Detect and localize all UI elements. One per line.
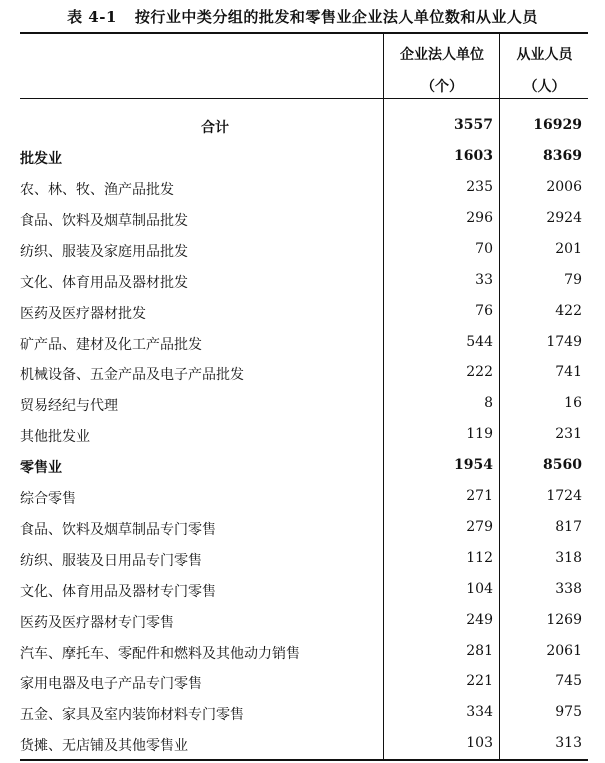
total-row — [20, 110, 588, 141]
row-units: 296 — [466, 209, 493, 226]
row-label: 家用电器及电子产品专门零售 — [20, 676, 202, 693]
header-units — [385, 34, 499, 98]
row-employees: 79 — [564, 271, 582, 288]
row-employees: 16 — [564, 395, 582, 412]
row-label: 汽车、摩托车、零配件和燃料及其他动力销售 — [20, 645, 300, 662]
row-label: 机械设备、五金产品及电子产品批发 — [20, 367, 244, 384]
row-label: 医药及医疗器材专门零售 — [20, 614, 174, 631]
row-units: 544 — [466, 333, 493, 350]
retail-section-row — [20, 450, 588, 481]
row-employees: 741 — [555, 364, 582, 381]
row-employees: 2061 — [546, 642, 582, 659]
row-units: 76 — [475, 302, 493, 319]
row-units: 221 — [466, 673, 493, 690]
table-row — [20, 203, 588, 234]
row-employees: 2924 — [546, 209, 582, 226]
total-units: 3557 — [454, 117, 493, 133]
row-units: 112 — [466, 549, 493, 566]
row-employees: 1749 — [546, 333, 582, 350]
table-row — [20, 574, 588, 605]
retail-units: 1954 — [454, 457, 493, 473]
table-row — [20, 388, 588, 419]
bottom-rule — [20, 759, 588, 761]
row-employees: 231 — [555, 426, 582, 443]
row-label: 其他批发业 — [20, 429, 90, 446]
row-units: 281 — [466, 642, 493, 659]
row-units: 103 — [466, 735, 493, 752]
table-row — [20, 357, 588, 388]
row-label: 医药及医疗器材批发 — [20, 305, 146, 322]
header-units-label: 企业法人单位 — [400, 47, 484, 63]
table-row — [20, 728, 588, 759]
row-units: 104 — [466, 580, 493, 597]
table-number: 表 4-1 — [67, 8, 117, 26]
header-employees — [501, 34, 588, 98]
table-row — [20, 265, 588, 296]
table-row — [20, 481, 588, 512]
row-label: 纺织、服装及日用品专门零售 — [20, 552, 202, 569]
table-row — [20, 666, 588, 697]
total-employees: 16929 — [533, 117, 582, 133]
row-units: 222 — [466, 364, 493, 381]
header-divider-2 — [499, 34, 500, 98]
row-units: 279 — [466, 518, 493, 535]
row-label: 五金、家具及室内装饰材料专门零售 — [20, 707, 244, 724]
table-row — [20, 543, 588, 574]
row-label: 文化、体育用品及器材批发 — [20, 274, 188, 291]
row-employees: 745 — [555, 673, 582, 690]
row-units: 70 — [475, 240, 493, 257]
header-employees-label: 从业人员 — [516, 47, 573, 63]
table-row — [20, 605, 588, 636]
wholesale-employees: 8369 — [543, 148, 582, 164]
row-label: 综合零售 — [20, 491, 76, 507]
row-units: 271 — [466, 488, 493, 504]
row-units: 334 — [466, 704, 493, 721]
row-employees: 1724 — [546, 488, 582, 504]
retail-label: 零售业 — [20, 460, 62, 476]
row-label: 食品、饮料及烟草制品批发 — [20, 212, 188, 229]
wholesale-units: 1603 — [454, 148, 493, 164]
table-title — [0, 6, 605, 27]
row-label: 食品、饮料及烟草制品专门零售 — [20, 521, 216, 538]
header-units-unit: （个） — [421, 79, 463, 95]
row-label: 纺织、服装及家庭用品批发 — [20, 243, 188, 260]
row-units: 235 — [466, 179, 493, 195]
row-label: 贸易经纪与代理 — [20, 398, 118, 415]
row-units: 119 — [466, 426, 493, 443]
row-units: 249 — [466, 611, 493, 628]
row-employees: 201 — [555, 240, 582, 257]
row-employees: 1269 — [546, 611, 582, 628]
wholesale-section-row — [20, 141, 588, 172]
table-title-text: 按行业中类分组的批发和零售业企业法人单位数和从业人员 — [134, 8, 538, 26]
table-row — [20, 512, 588, 543]
table-row — [20, 327, 588, 358]
row-employees: 817 — [555, 518, 582, 535]
row-employees: 975 — [555, 704, 582, 721]
row-units: 8 — [484, 395, 493, 412]
row-employees: 318 — [555, 549, 582, 566]
table-row — [20, 234, 588, 265]
wholesale-label: 批发业 — [20, 151, 62, 167]
table-row — [20, 172, 588, 203]
table-row — [20, 419, 588, 450]
row-label: 货摊、无店铺及其他零售业 — [20, 738, 188, 755]
table-row — [20, 697, 588, 728]
header-divider-1 — [383, 34, 384, 98]
row-employees: 313 — [555, 735, 582, 752]
table-header — [20, 34, 588, 98]
total-label: 合计 — [201, 120, 229, 136]
table-row — [20, 296, 588, 327]
table-row — [20, 636, 588, 667]
header-employees-unit: （人） — [523, 79, 566, 95]
row-employees: 422 — [555, 302, 582, 319]
header-rule — [20, 98, 588, 99]
row-label: 文化、体育用品及器材专门零售 — [20, 583, 216, 600]
row-label: 矿产品、建材及化工产品批发 — [20, 336, 202, 353]
row-employees: 2006 — [546, 179, 582, 195]
row-label: 农、林、牧、渔产品批发 — [20, 182, 174, 198]
row-employees: 338 — [555, 580, 582, 597]
row-units: 33 — [475, 271, 493, 288]
retail-employees: 8560 — [543, 457, 582, 473]
